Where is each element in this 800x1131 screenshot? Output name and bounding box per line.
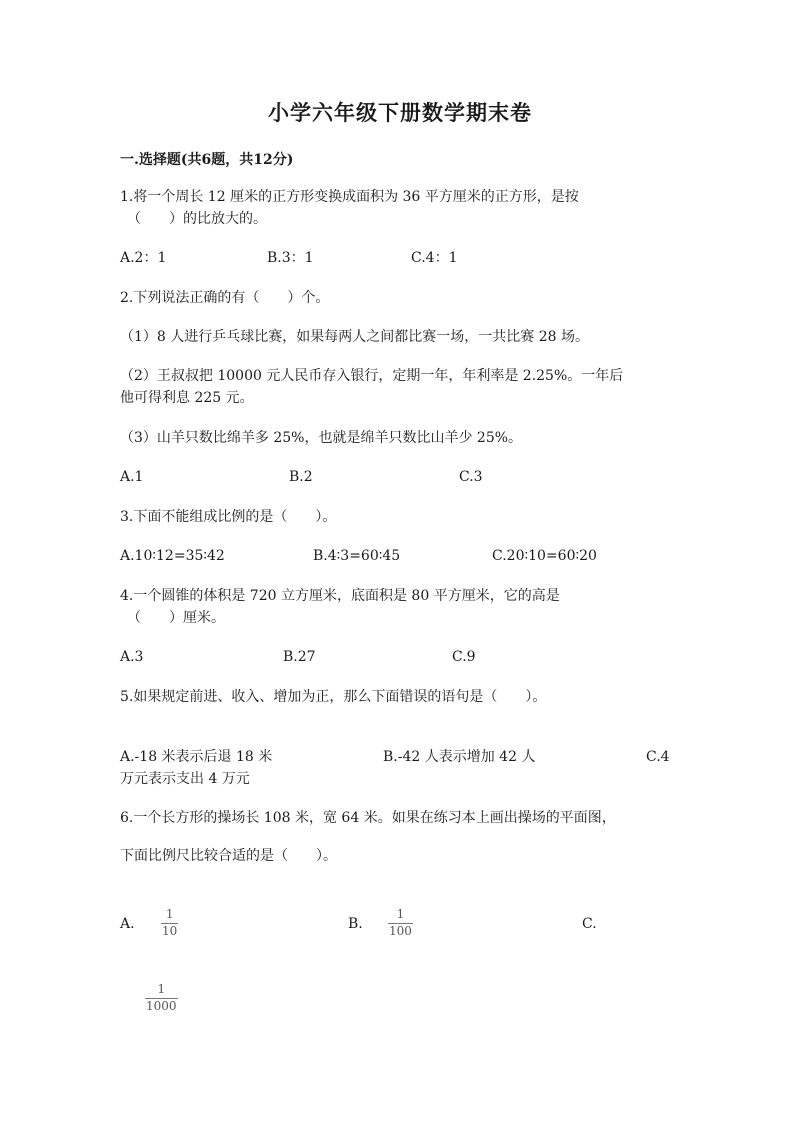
q3-stem: 3.下面不能组成比例的是（ ）。 [120,509,337,525]
q4-option-a: A.3 [120,649,144,665]
q2-statement-2-line1: （2）王叔叔把 10000 元人民币存入银行，定期一年，年利率是 2.25%。一年后 [120,368,624,384]
q6-option-b-fraction [388,908,413,938]
q1-option-b: B.3：1 [267,250,314,266]
q6-option-b-label: B. [348,916,363,932]
q5-option-c: C.4 [646,749,670,765]
q5-option-a: A.-18 米表示后退 18 米 [120,749,273,765]
exam-title: 小学六年级下册数学期末卷 [268,100,532,125]
q5-option-c-continued: 万元表示支出 4 万元 [120,771,250,787]
q2-statement-3: （3）山羊只数比绵羊多 25%，也就是绵羊只数比山羊少 25%。 [120,430,523,446]
q1-option-a: A.2：1 [120,250,167,266]
fraction-numerator: 1 [396,907,405,921]
fraction-numerator: 1 [157,982,166,996]
q6-option-c-fraction [145,983,178,1013]
q4-stem-line2: （ ）厘米。 [127,610,225,626]
q4-option-c: C.9 [452,649,476,665]
q2-statement-2-line2: 他可得利息 225 元。 [120,390,254,406]
q1-stem-line1: 1.将一个周长 12 厘米的正方形变换成面积为 36 平方厘米的正方形，是按 [120,189,579,205]
q2-statement-1: （1）8 人进行乒乓球比赛，如果每两人之间都比赛一场，一共比赛 28 场。 [120,329,589,345]
q2-option-c: C.3 [459,469,483,485]
fraction-denominator: 1000 [146,999,177,1013]
fraction-numerator: 1 [165,907,174,921]
q6-stem-line2: 下面比例尺比较合适的是（ ）。 [120,848,337,864]
q6-option-c-label: C. [582,916,597,932]
fraction-denominator: 100 [389,924,412,938]
q6-option-a-label: A. [120,916,135,932]
q3-option-b: B.4∶3=60∶45 [313,548,401,564]
q3-option-c: C.20∶10=60∶20 [492,548,597,564]
section-heading: 一.选择题(共6题，共12分) [120,152,294,168]
q2-stem: 2.下列说法正确的有（ ）个。 [120,290,330,306]
q3-option-a: A.10∶12=35∶42 [120,548,225,564]
q4-stem-line1: 4.一个圆锥的体积是 720 立方厘米，底面积是 80 平方厘米，它的高是 [120,588,560,604]
q5-option-b: B.-42 人表示增加 42 人 [383,749,536,765]
q2-option-b: B.2 [289,469,313,485]
fraction-denominator: 10 [162,924,178,938]
q1-stem-line2: （ ）的比放大的。 [127,211,267,227]
q1-option-c: C.4：1 [411,250,458,266]
q4-option-b: B.27 [283,649,316,665]
q2-option-a: A.1 [120,469,144,485]
q6-option-a-fraction [161,908,178,938]
q6-stem-line1: 6.一个长方形的操场长 108 米，宽 64 米。如果在练习本上画出操场的平面图， [120,810,616,826]
q5-stem: 5.如果规定前进、收入、增加为正，那么下面错误的语句是（ ）。 [120,689,547,705]
